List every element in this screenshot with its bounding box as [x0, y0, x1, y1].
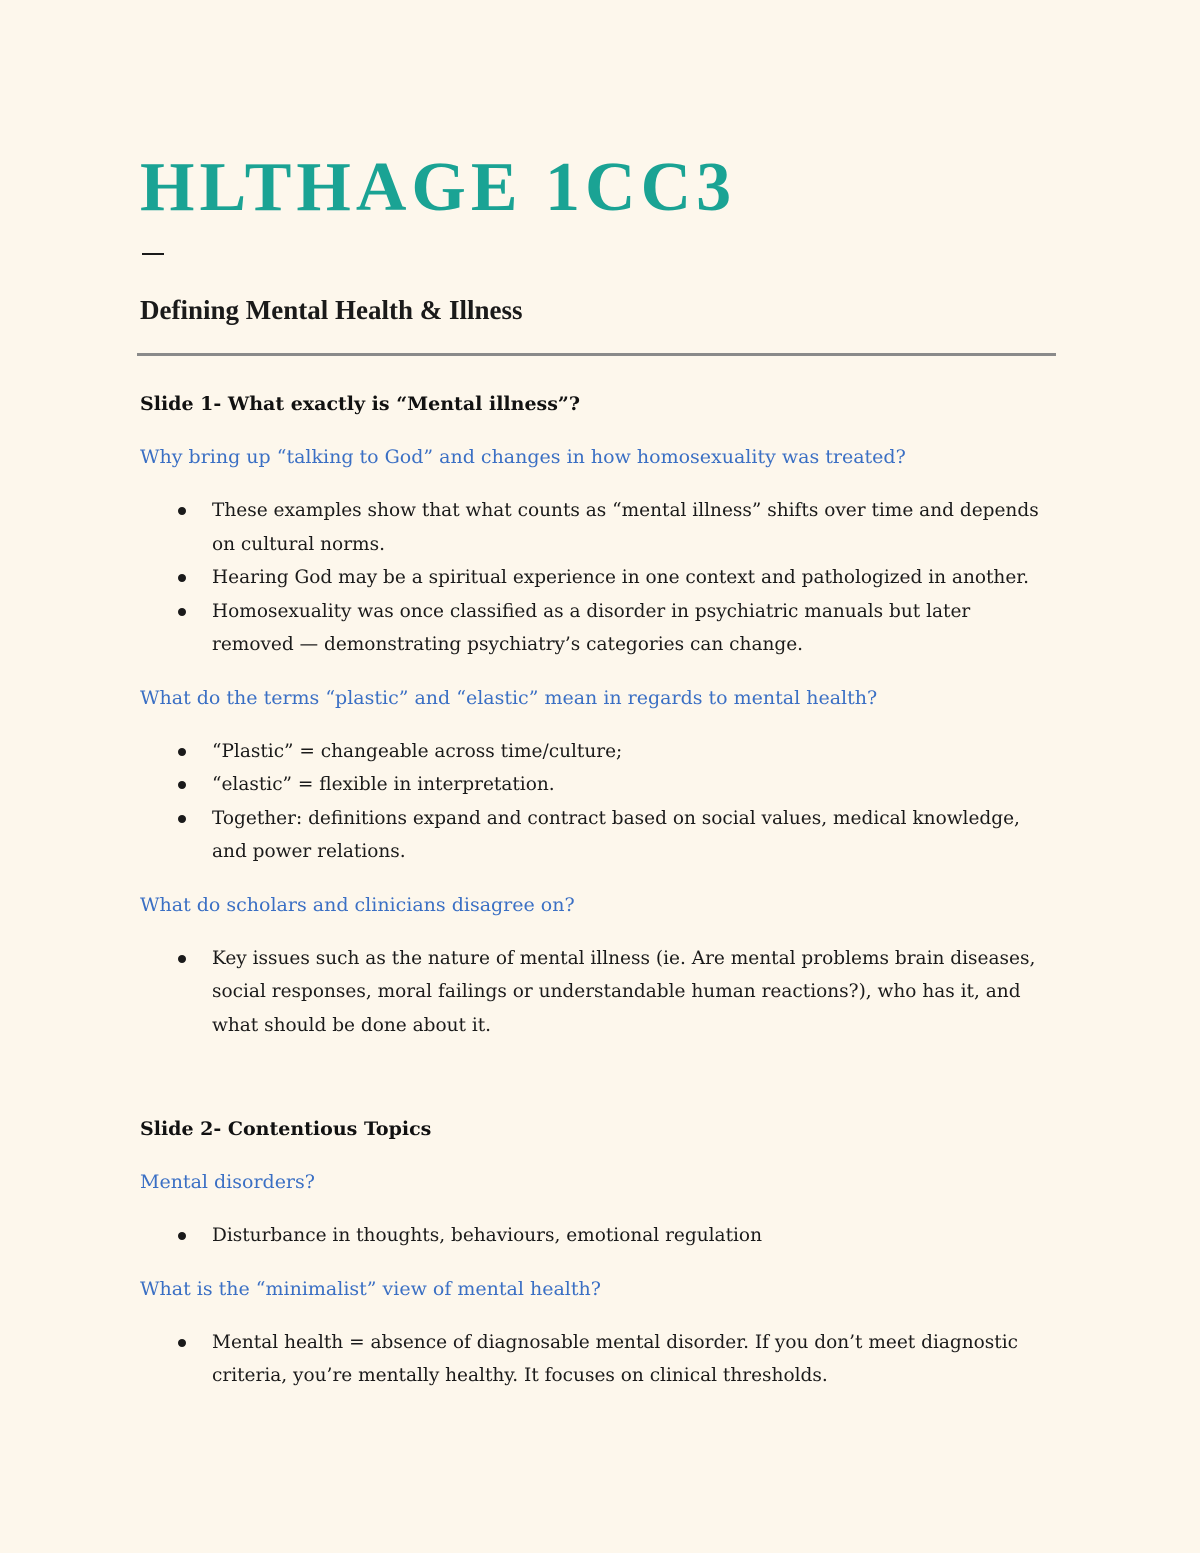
- list-item: [140, 942, 1056, 1043]
- horizontal-rule: [137, 353, 1056, 356]
- bullet-list: [140, 1219, 1056, 1253]
- document-content: [140, 388, 1056, 1393]
- document-subtitle: Defining Mental Health & Illness: [140, 295, 523, 325]
- bullet-list: [140, 942, 1056, 1043]
- bullet-icon: [178, 1232, 186, 1240]
- question: What do the terms “plastic” and “elastic” mean in regards to mental health?: [140, 686, 878, 709]
- bullet-icon: [178, 748, 186, 756]
- list-item-text: Mental health = absence of diagnosable mental disorder. If you don’t meet diagnostic criteria, you’re mentally healthy. It focuses on clinical thresholds.: [212, 1331, 1018, 1386]
- bullet-icon: [178, 574, 186, 582]
- bullet-icon: [178, 781, 186, 789]
- list-item-text: Together: definitions expand and contract based on social values, medical knowledge, and power relations.: [212, 807, 1020, 862]
- list-item-text: Homosexuality was once classified as a disorder in psychiatric manuals but later removed — demonstrating psychiatry’s categories can change.: [212, 600, 971, 655]
- document-title: HLTHAGE 1CC3: [140, 149, 737, 226]
- bullet-icon: [178, 1339, 186, 1347]
- bullet-list: [140, 494, 1056, 662]
- list-item-text: Key issues such as the nature of mental illness (ie. Are mental problems brain diseases, social responses, moral failings or understandable human reactions?), who has it, and what should be done about it.: [212, 947, 1036, 1036]
- slide-heading: Slide 2- Contentious Topics: [140, 1118, 432, 1140]
- list-item-text: Hearing God may be a spiritual experience in one context and pathologized in another.: [212, 567, 1029, 588]
- question: What is the “minimalist” view of mental health?: [140, 1277, 601, 1300]
- list-item-text: “Plastic” = changeable across time/culture;: [212, 740, 623, 762]
- bullet-icon: [178, 608, 186, 616]
- question: What do scholars and clinicians disagree on?: [140, 893, 575, 916]
- list-item: [140, 768, 1056, 802]
- bullet-icon: [178, 507, 186, 515]
- list-item: [140, 1326, 1056, 1393]
- bullet-icon: [178, 815, 186, 823]
- list-item-text: These examples show that what counts as “mental illness” shifts over time and depends on cultural norms.: [212, 500, 1039, 555]
- list-item: [140, 735, 1056, 769]
- bullet-icon: [178, 955, 186, 963]
- list-item: [140, 595, 1056, 662]
- list-item: [140, 1219, 1056, 1253]
- list-item-text: Disturbance in thoughts, behaviours, emotional regulation: [212, 1225, 762, 1246]
- section-slide-2: [140, 1113, 1056, 1393]
- question: Mental disorders?: [140, 1171, 315, 1193]
- list-item: [140, 802, 1056, 869]
- bullet-list: [140, 1326, 1056, 1393]
- section-slide-1: [140, 388, 1056, 1042]
- bullet-list: [140, 735, 1056, 869]
- title-dash: [142, 253, 164, 255]
- list-item-text: “elastic” = flexible in interpretation.: [212, 774, 555, 795]
- list-item: [140, 494, 1056, 561]
- question: Why bring up “talking to God” and changes in how homosexuality was treated?: [140, 446, 906, 468]
- list-item: [140, 561, 1056, 595]
- slide-heading: Slide 1- What exactly is “Mental illness”?: [140, 393, 580, 415]
